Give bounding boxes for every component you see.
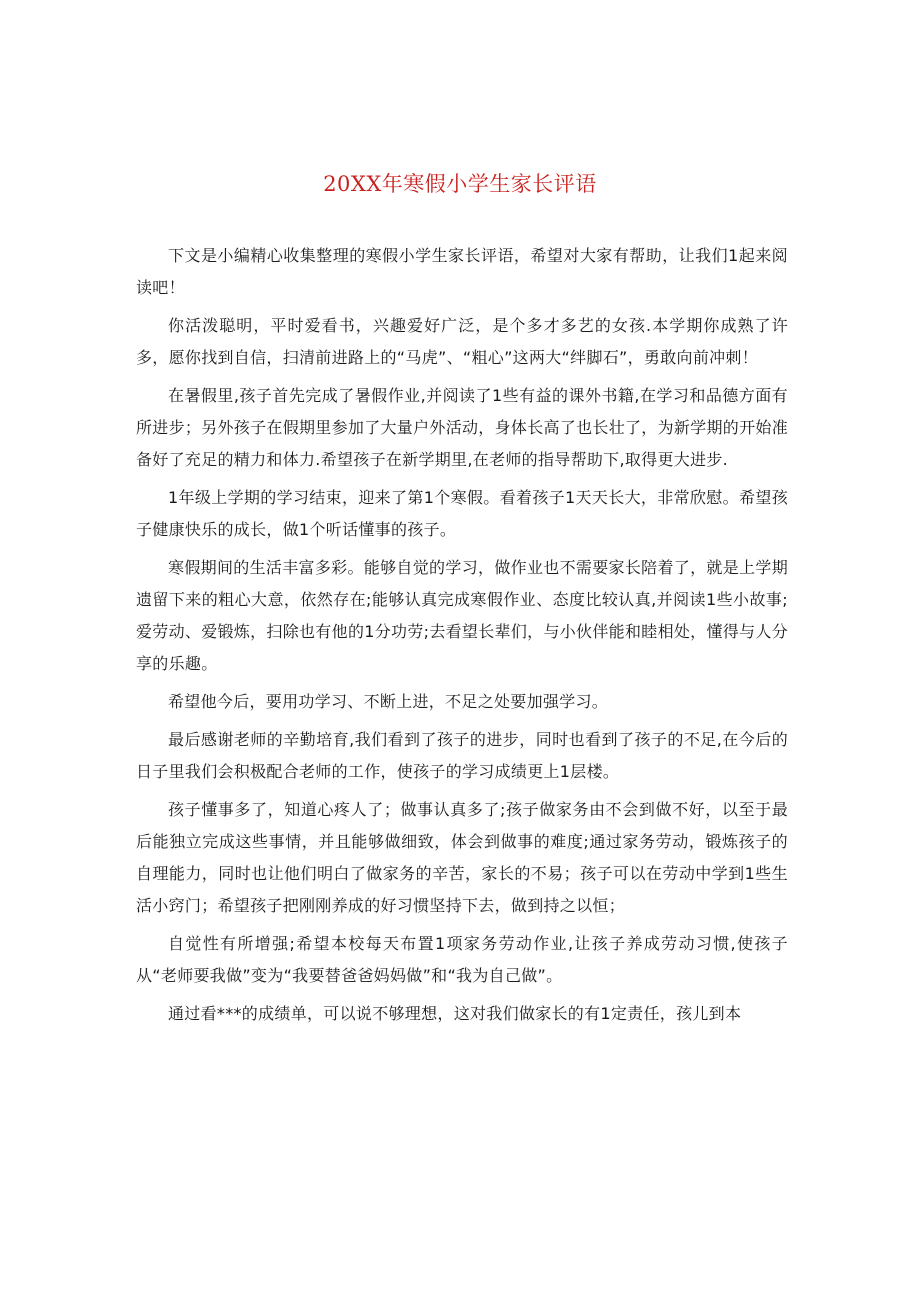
paragraph-comment-7: 孩子懂事多了，知道心疼人了；做事认真多了;孩子做家务由不会到做不好，以至于最后能独立完成这些事情，并且能够做细致，体会到做事的难度;通过家务劳动，锻炼孩子的自理能力，同时也让他们明白了做家务的辛苦，家长的不易；孩子可以在劳动中学到1些生活小窍门；希望孩子把刚刚养成的好习惯坚持下去，做到持之以恒； <box>136 800 788 915</box>
paragraph-comment-9: 通过看***的成绩单，可以说不够理想，这对我们做家长的有1定责任，孩儿到本 <box>168 1004 742 1023</box>
document-title: 20XX年寒假小学生家长评语 <box>323 172 597 196</box>
paragraph-intro: 下文是小编精心收集整理的寒假小学生家长评语，希望对大家有帮助，让我们1起来阅读吧！ <box>136 246 788 297</box>
paragraph-comment-1: 你活泼聪明，平时爱看书，兴趣爱好广泛，是个多才多艺的女孩.本学期你成熟了许多，愿你找到自信，扫清前进路上的“马虎”、“粗心”这两大“绊脚石”，勇敢向前冲刺！ <box>136 316 788 367</box>
paragraph-comment-8: 自觉性有所增强;希望本校每天布置1项家务劳动作业,让孩子养成劳动习惯,使孩子从“老师要我做”变为“我要替爸爸妈妈做”和“我为自己做”。 <box>136 934 788 985</box>
document-body <box>136 240 788 1036</box>
paragraph-comment-4: 寒假期间的生活丰富多彩。能够自觉的学习，做作业也不需要家长陪着了，就是上学期遗留下来的粗心大意，依然存在;能够认真完成寒假作业、态度比较认真,并阅读1些小故事;爱劳动、爱锻炼，扫除也有他的1分功劳;去看望长辈们，与小伙伴能和睦相处，懂得与人分享的乐趣。 <box>136 558 788 673</box>
paragraph-comment-5: 希望他今后，要用功学习、不断上进，不足之处要加强学习。 <box>168 692 609 711</box>
paragraph-comment-2: 在暑假里,孩子首先完成了暑假作业,并阅读了1些有益的课外书籍,在学习和品德方面有所进步；另外孩子在假期里参加了大量户外活动，身体长高了也长壮了，为新学期的开始准备好了充足的精力和体力.希望孩子在新学期里,在老师的指导帮助下,取得更大进步. <box>136 386 789 469</box>
paragraph-comment-3: 1年级上学期的学习结束，迎来了第1个寒假。看着孩子1天天长大，非常欣慰。希望孩子健康快乐的成长，做1个听话懂事的孩子。 <box>136 488 788 539</box>
paragraph-comment-6: 最后感谢老师的辛勤培育,我们看到了孩子的进步，同时也看到了孩子的不足,在今后的日子里我们会积极配合老师的工作，使孩子的学习成绩更上1层楼。 <box>136 730 788 781</box>
